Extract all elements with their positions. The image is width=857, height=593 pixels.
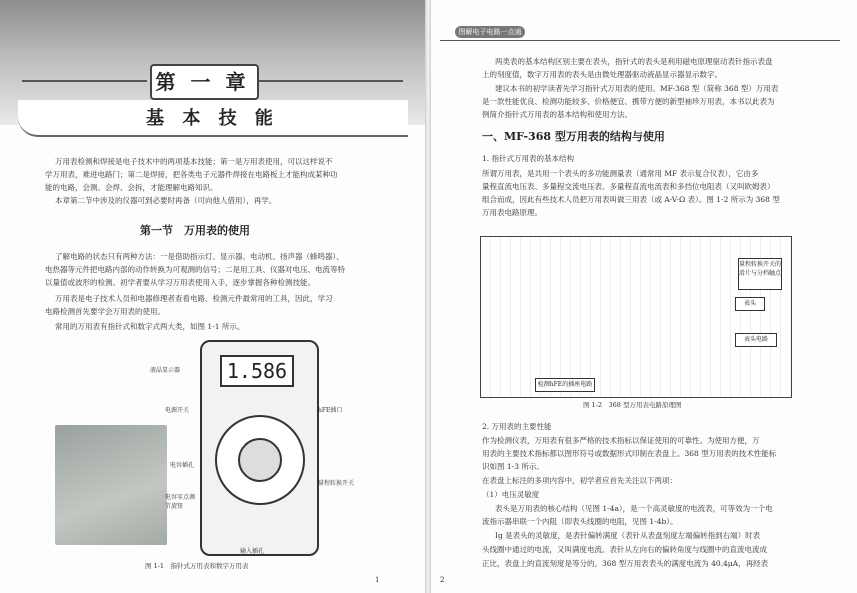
intro-line: 本章第二节中涉及的仪器可到必要时再备（可向他人借用），再学。 [55, 196, 277, 205]
label-hfe-circuit: 检测hFE的插座电路 [535, 378, 595, 392]
lcd-readout: 1.586 [220, 355, 294, 387]
right-intro-line: 例简介指针式万用表的基本结构和使用方法。 [482, 110, 632, 119]
sub1-line: 万用表电路原理。 [482, 208, 542, 217]
intro-line: 万用表检测和焊接是电子技术中的两项基本技能；第一是万用表使用，可以这样说不 [55, 157, 333, 166]
sub1-line: 所谓万用表，是共用一个表头的多功能测量表（通常用 MF 表示复合仪表），它由多 [482, 169, 759, 178]
callout-hfe: hFE插口 [318, 407, 343, 414]
label-meter-circuit: 表头电路 [735, 333, 777, 347]
callout-range: 量程转换开关 [318, 480, 355, 487]
body-line: 了解电路的状态只有两种方法：一是借助指示灯、显示器、电动机、扬声器（蜂鸣器）、 [55, 252, 344, 261]
figure-caption: 图 1-1 指针式万用表和数字万用表 [145, 562, 249, 570]
page-number: 1 [375, 576, 380, 584]
body-line: 电热器等元件把电路内部的动作转换为可观测的信号；二是用工具、仪器对电压、电流等特 [45, 265, 345, 274]
sub2-line: （1）电压灵敏度 [482, 490, 540, 499]
intro-line: 能的电路，会测、会焊、会拆，才能理解电路知识。 [45, 183, 218, 192]
sub2-line: 正比，表盘上的直流刻度是等分的。368 型万用表表头的满度电流为 40.4μA，再经表 [482, 559, 769, 568]
right-intro-line: 上的刻度值，数字万用表的表头是由微处理器驱动液晶显示器显示数字。 [482, 70, 722, 79]
header-rule [440, 40, 840, 41]
subheading-2: 2. 万用表的主要性能 [482, 422, 552, 431]
sub1-line: 组合而成，因此有些技术人员把万用表叫做三用表（或 A-V-Ω 表）。图 1-2 所示为 368 型 [482, 195, 780, 204]
section-title: 第一节 万用表的使用 [140, 224, 250, 237]
subject-title: 基 本 技 能 [146, 108, 279, 129]
body-line: 常用的万用表有指针式和数字式两大类，如图 1-1 所示。 [55, 322, 245, 331]
callout-cap: 电容插孔 [170, 462, 195, 469]
sub2-line: 流指示器串联一个内阻（即表头线圈的电阻，见图 1-4b）。 [482, 517, 678, 526]
sub2-line: 用表的主要技术指标都以图形符号或数据形式印制在表盘上。368 型万用表的技术性能标 [482, 449, 777, 458]
right-intro-line: 两类表的基本结构区别主要在表头，指针式的表头是利用磁电原理驱动表针指示表盘 [495, 57, 773, 66]
label-range-switch: 量程转换开关的滑片与分档触点 [738, 258, 782, 290]
sub2-line: 在表盘上标注的多项内容中，初学者应首先关注以下两项： [482, 476, 677, 485]
sub2-line: 头线圈中通过的电流，又叫满度电流。表针从左向右的偏转角度与线圈中的直流电流成 [482, 545, 767, 554]
figure-caption-2: 图 1-2 368 型万用表电路原理图 [583, 401, 682, 409]
page-number-2: 2 [440, 576, 445, 584]
chapter-title: 第 一 章 [155, 70, 250, 94]
intro-line: 学万用表，难进电路门；第二是焊接，把各类电子元器件焊接在电路板上才能构成某种功 [45, 170, 338, 179]
subheading: 1. 指针式万用表的基本结构 [482, 154, 575, 163]
right-section-title: 一、MF-368 型万用表的结构与使用 [482, 130, 665, 143]
chapter-rule-left [22, 80, 147, 82]
callout-zero: 电容零点调节旋钮 [165, 494, 196, 510]
sub2-line: 作为检测仪表，万用表有很多严格的技术指标以保证使用的可靠性。为使用方便，万 [482, 436, 760, 445]
callout-lcd: 液晶显示器 [150, 367, 181, 374]
label-meter: 表头 [735, 297, 765, 311]
body-line: 以量值或波形的检测。初学者要从学习万用表使用入手，逐步掌握各种检测技能。 [45, 278, 315, 287]
left-page [0, 0, 425, 593]
analog-multimeter-photo [55, 425, 167, 545]
body-line: 万用表是电子技术人员和电器修理者查看电路、检测元件最常用的工具，因此，学习 [55, 294, 333, 303]
right-intro-line: 建议本书的初学读者先学习指针式万用表的使用。MF-368 型（简称 368 型）万用表 [495, 84, 779, 93]
callout-power: 电源开关 [165, 407, 190, 414]
body-line: 电路检测首先要学会万用表的使用。 [45, 307, 165, 316]
callout-input: 输入插孔 [240, 548, 265, 555]
range-knob [238, 438, 282, 482]
sub2-line: 表头是万用表的核心结构（见图 1-4a），是一个高灵敏度的电流表，可等效为一个电 [495, 504, 773, 513]
sub2-line: 识如图 1-3 所示。 [482, 462, 544, 471]
right-intro-line: 是一款性能优良、检测功能较多、价格便宜、携带方便的新型袖珍万用表，本书以此表为 [482, 97, 775, 106]
chapter-rule-right [258, 80, 403, 82]
sub1-line: 量程直流电压表、多量程交流电压表、多量程直流电流表和多挡位电阻表（又叫欧姆表） [482, 182, 775, 191]
running-header: 图解电子电路一点通 [455, 26, 525, 38]
sub2-line: Ig 是表头的灵敏度，是表针偏转满度（表针从表盘刻度左端偏转指到右端）时表 [495, 531, 761, 540]
